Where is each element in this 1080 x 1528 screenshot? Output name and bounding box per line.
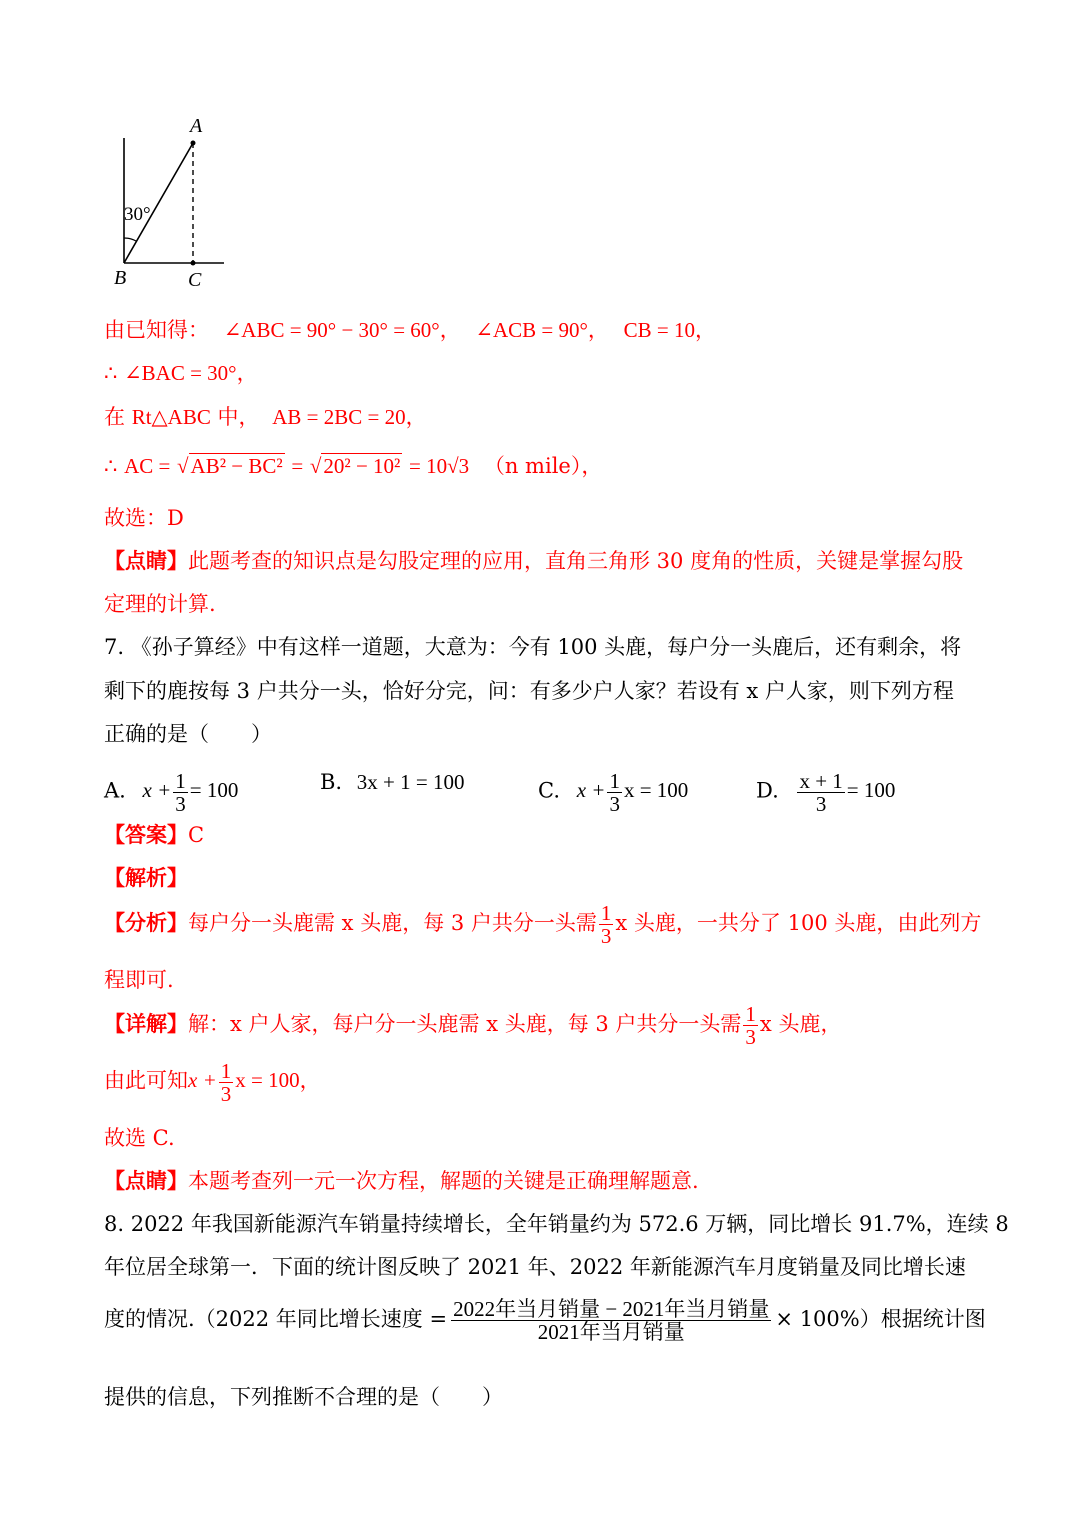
- q7-line-1: 7. 《孙子算经》中有这样一道题，大意为：今有 100 头鹿，每户分一头鹿后，还有剩余，将: [104, 635, 962, 659]
- xiangjie-tag: 【详解】: [104, 1011, 188, 1037]
- dianjing-text-1: 此题考查的知识点是勾股定理的应用，直角三角形 30 度角的性质，关键是掌握勾股: [188, 549, 964, 573]
- point-c: [191, 261, 196, 266]
- dianjing-line-1: [104, 545, 963, 575]
- option-d-num: x + 1: [799, 769, 843, 793]
- option-a[interactable]: [104, 770, 238, 815]
- q7-line-2: 剩下的鹿按每 3 户共分一头，恰好分完，问：有多少户人家？若设有 x 户人家，则下列方程: [104, 679, 954, 703]
- fenxi-den: 3: [600, 924, 612, 949]
- angle-label: 30°: [124, 204, 151, 225]
- triangle-diagram: [100, 112, 240, 292]
- option-d-den: 3: [815, 792, 827, 817]
- xiangjie-text-2: x 头鹿，: [759, 1012, 842, 1037]
- separator: ，: [439, 318, 461, 342]
- xiangjie-line: [104, 1003, 841, 1048]
- equation-acb: ∠ACB = 90°: [475, 318, 588, 342]
- fenxi-line-1: [104, 902, 981, 947]
- equation-bac: ∠BAC = 30°: [124, 361, 237, 385]
- q7-line-3: 正确的是（ ）: [104, 722, 272, 746]
- known-prefix: 由已知得：: [104, 318, 209, 342]
- answer-tag: 【答案】: [104, 822, 188, 847]
- youci-num: 1: [220, 1059, 232, 1083]
- option-b-eq: 3x + 1 = 100: [356, 770, 465, 794]
- fenxi-num: 1: [600, 901, 612, 925]
- radicand-numbers: 20² − 10²: [323, 454, 401, 478]
- xiangjie-den: 3: [745, 1025, 756, 1050]
- hypotenuse-line: [104, 401, 427, 431]
- option-a-rhs: = 100: [189, 778, 239, 803]
- choice-line: 故选：D: [104, 506, 184, 530]
- separator: ，: [299, 1068, 321, 1093]
- separator: ，: [236, 361, 258, 385]
- q8-line-1: 8. 2022 年我国新能源汽车销量持续增长，全年销量约为 572.6 万辆，同比增长 91.7%，连续 8: [104, 1212, 1009, 1236]
- option-d[interactable]: [756, 770, 895, 815]
- youci-lhs: x +: [188, 1068, 217, 1093]
- youci-rhs: x = 100: [235, 1068, 300, 1093]
- separator: ，: [587, 318, 609, 342]
- angle-bac-line: [104, 357, 258, 387]
- growth-formula-numerator: 2022年当月销量 − 2021年当月销量: [453, 1297, 770, 1321]
- equals: =: [291, 454, 304, 478]
- q8-line-2: 年位居全球第一．下面的统计图反映了 2021 年、2022 年新能源汽车月度销量及同比增长速: [104, 1255, 966, 1279]
- unit-text: （n mile），: [483, 454, 603, 478]
- separator: ，: [405, 405, 427, 429]
- ac-length-line: ∴ AC = √AB² − BC² = √20² − 10² = 10√3 （n mile），: [104, 454, 603, 478]
- youci-text: 由此可知: [104, 1068, 188, 1093]
- q8-line-3: [104, 1298, 986, 1343]
- option-a-den: 3: [175, 792, 186, 817]
- equation-abc: ∠ABC = 90° − 30° = 60°: [223, 318, 440, 342]
- fenxi-tag: 【分析】: [104, 910, 188, 936]
- therefore-symbol: ∴: [104, 454, 118, 478]
- label-b: B: [114, 267, 127, 289]
- dianjing2-line: [104, 1165, 699, 1195]
- point-a: [191, 141, 196, 146]
- equation-cb: CB = 10: [623, 318, 695, 342]
- xiangjie-text-1: 解：x 户人家，每户分一头鹿需 x 头鹿，每 3 户共分一头需: [188, 1012, 742, 1037]
- youci-line: [104, 1060, 321, 1105]
- angle-arc: [124, 238, 136, 241]
- option-b-label: B.: [320, 770, 343, 794]
- option-c-den: 3: [609, 792, 620, 817]
- label-c: C: [188, 269, 202, 291]
- fenxi-line-2: 程即可.: [104, 968, 174, 992]
- option-d-label: D.: [756, 778, 779, 803]
- zhong-text: 中，: [217, 405, 260, 429]
- dianjing2-tag: 【点睛】: [104, 1168, 188, 1193]
- triangle-name: Rt△ABC: [131, 405, 211, 429]
- zai-prefix: 在: [104, 405, 125, 429]
- option-c-label: C.: [538, 778, 560, 803]
- therefore-symbol: ∴: [104, 361, 118, 385]
- guxuan-line: 故选 C.: [104, 1126, 175, 1150]
- ac-result: = 10√3: [409, 454, 470, 478]
- q8-line-3-post: × 100%）根据统计图: [775, 1307, 986, 1332]
- fenxi-text-2: x 头鹿，一共分了 100 头鹿，由此列方: [615, 911, 982, 936]
- q8-line-3-pre: 度的情况.（2022 年同比增长速度 =: [104, 1307, 448, 1332]
- dianjing2-text: 本题考查列一元一次方程，解题的关键是正确理解题意.: [188, 1169, 699, 1193]
- option-d-rhs: = 100: [846, 778, 896, 803]
- option-a-lhs: x +: [142, 778, 172, 803]
- answer-value: C: [188, 823, 205, 847]
- q8-line-4: 提供的信息，下列推断不合理的是（ ）: [104, 1385, 503, 1409]
- xiangjie-num: 1: [745, 1002, 756, 1026]
- answer-line: [104, 819, 204, 849]
- radicand-ab-bc: AB² − BC²: [190, 454, 283, 478]
- ac-lhs: AC =: [124, 454, 171, 478]
- growth-formula-denominator: 2021年当月销量: [537, 1320, 685, 1345]
- fenxi-text-1: 每户分一头鹿需 x 头鹿，每 3 户共分一头需: [188, 911, 597, 936]
- analysis-tag: 【解析】: [104, 865, 188, 890]
- known-conditions-line: [104, 314, 716, 344]
- equation-ab: AB = 2BC = 20: [272, 405, 406, 429]
- dianjing-line-2: 定理的计算.: [104, 592, 216, 616]
- option-c-lhs: x +: [576, 778, 606, 803]
- dianjing-tag: 【点睛】: [104, 548, 188, 573]
- option-c-rhs: x = 100: [623, 778, 689, 803]
- option-a-num: 1: [175, 769, 186, 793]
- option-b[interactable]: [320, 770, 464, 795]
- segment-ab: [124, 143, 193, 263]
- label-a: A: [190, 115, 203, 137]
- option-a-label: A.: [104, 778, 126, 803]
- option-c-num: 1: [609, 769, 620, 793]
- youci-den: 3: [220, 1082, 232, 1107]
- separator: ，: [694, 318, 716, 342]
- option-c[interactable]: [538, 770, 688, 815]
